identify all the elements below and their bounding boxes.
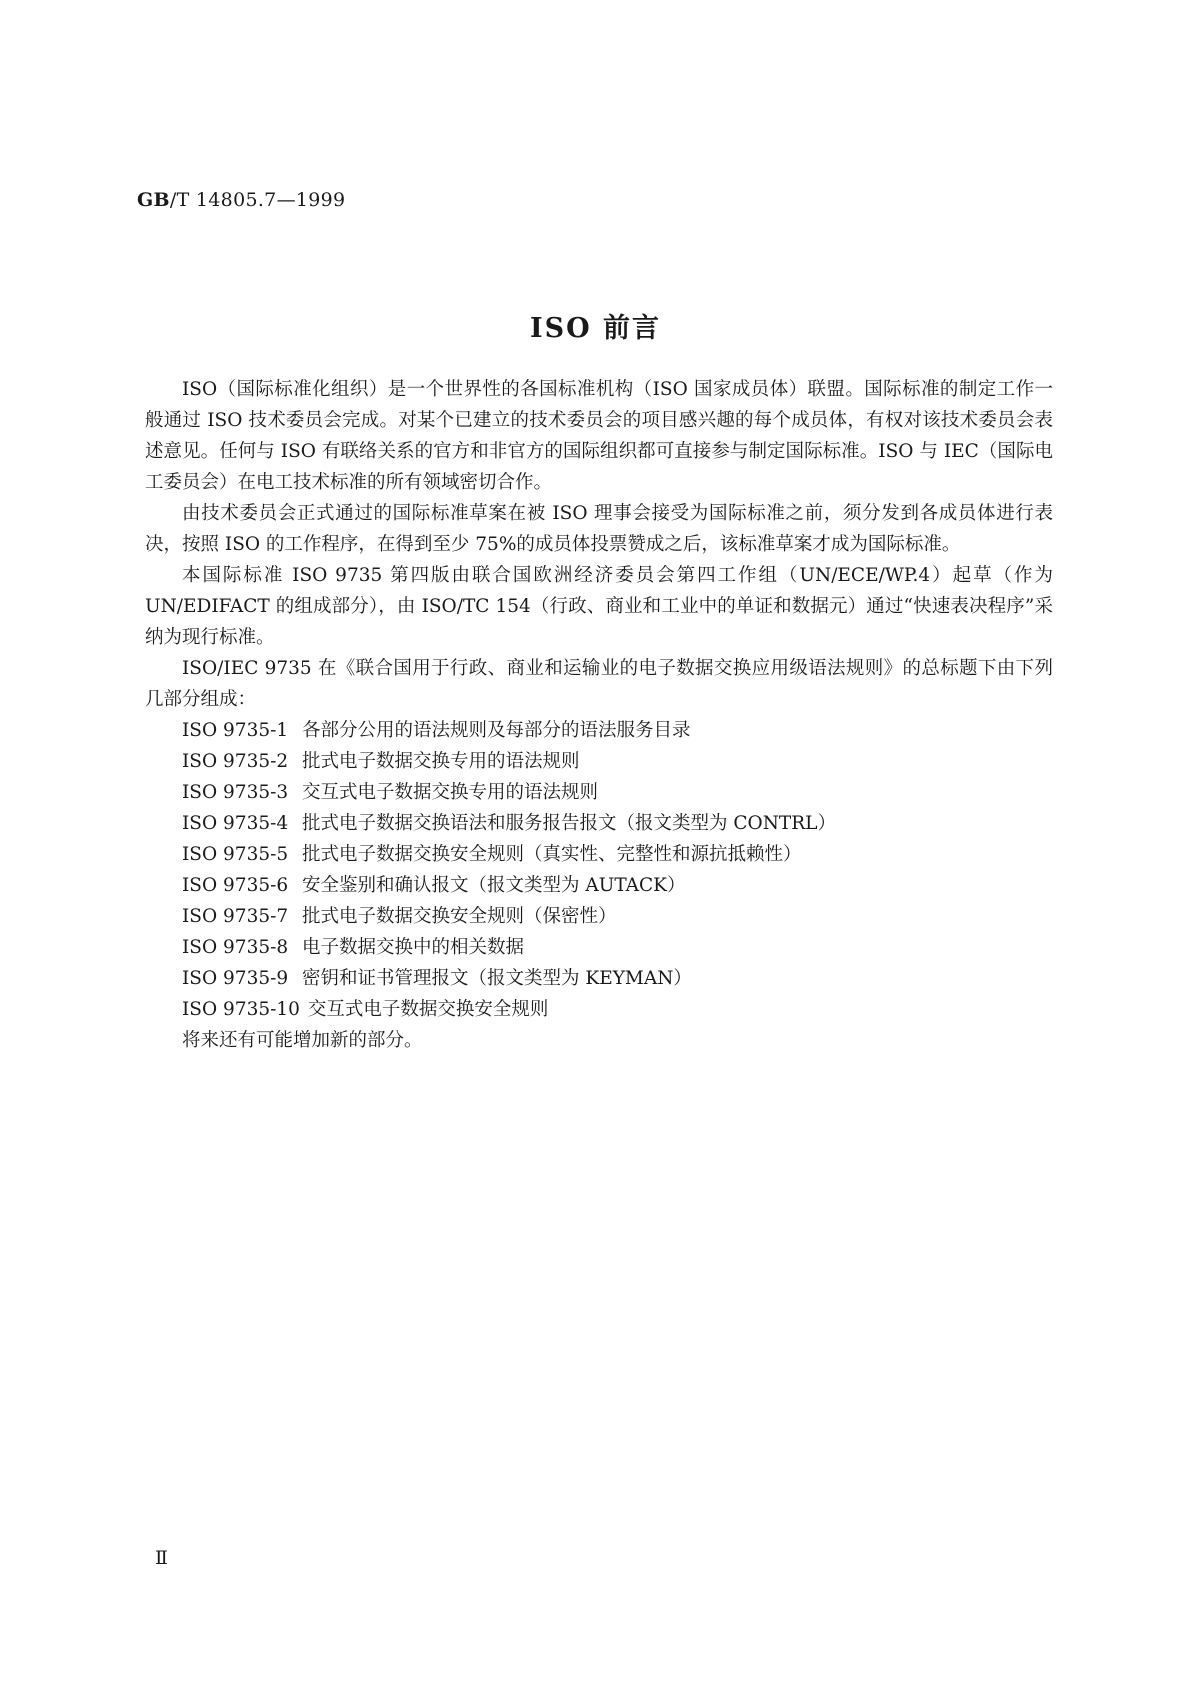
closing-note: 将来还有可能增加新的部分。: [182, 1030, 423, 1051]
list-item: [145, 963, 1053, 994]
list-item: [145, 715, 1053, 746]
part-code: ISO 9735-9: [182, 968, 289, 989]
list-item: [145, 994, 1053, 1025]
part-code: ISO 9735-5: [182, 844, 289, 865]
part-code: ISO 9735-10: [182, 999, 300, 1020]
part-code: ISO 9735-8: [182, 937, 289, 958]
list-item: [145, 777, 1053, 808]
part-title: 密钥和证书管理报文（报文类型为 KEYMAN）: [302, 968, 692, 989]
parts-list: [145, 715, 1053, 1025]
list-item: [145, 870, 1053, 901]
part-title: 各部分公用的语法规则及每部分的语法服务目录: [302, 720, 691, 741]
paragraph: ISO（国际标准化组织）是一个世界性的各国标准机构（ISO 国家成员体）联盟。国际标准的制定工作一般通过 ISO 技术委员会完成。对某个已建立的技术委员会的项目感兴趣的每个成员体，有权对该技术委员会表述意见。任何与 ISO 有联络关系的官方和非官方的国际组织都可直接参与制定国际标准。ISO 与 IEC（国际电工委员会）在电工技术标准的所有领域密切合作。: [145, 379, 1053, 493]
document-header: [137, 189, 345, 211]
list-item: [145, 932, 1053, 963]
part-title: 交互式电子数据交换专用的语法规则: [302, 782, 599, 803]
paragraph: ISO/IEC 9735 在《联合国用于行政、商业和运输业的电子数据交换应用级语法规则》的总标题下由下列几部分组成：: [145, 658, 1053, 710]
part-code: ISO 9735-2: [182, 751, 289, 772]
part-code: ISO 9735-4: [182, 813, 289, 834]
page-number: Ⅱ: [155, 1547, 168, 1569]
list-item: [145, 839, 1053, 870]
list-item: [145, 746, 1053, 777]
part-title: 交互式电子数据交换安全规则: [307, 999, 549, 1020]
part-title: 批式电子数据交换安全规则（真实性、完整性和源抗抵赖性）: [302, 844, 802, 865]
header-standard-number: /T 14805.7—1999: [169, 189, 346, 211]
paragraph: 本国际标准 ISO 9735 第四版由联合国欧洲经济委员会第四工作组（UN/ECE/WP.4）起草（作为UN/EDIFACT 的组成部分），由 ISO/TC 154（行政、商业和工业中的单证和数据元）通过“快速表决程序”采纳为现行标准。: [145, 565, 1053, 648]
paragraph: 由技术委员会正式通过的国际标准草案在被 ISO 理事会接受为国际标准之前，须分发到各成员体进行表决，按照 ISO 的工作程序，在得到至少 75%的成员体投票赞成之后，该标准草案才成为国际标准。: [145, 503, 1053, 555]
page-title: ISO 前言: [529, 313, 662, 344]
header-gb: GB: [137, 189, 170, 211]
part-code: ISO 9735-1: [182, 720, 289, 741]
part-code: ISO 9735-3: [182, 782, 289, 803]
part-title: 批式电子数据交换专用的语法规则: [302, 751, 580, 772]
part-title: 安全鉴别和确认报文（报文类型为 AUTACK）: [302, 875, 686, 896]
foreword-body: [145, 374, 1053, 1056]
list-item: [145, 901, 1053, 932]
part-title: 批式电子数据交换安全规则（保密性）: [302, 906, 617, 927]
part-code: ISO 9735-6: [182, 875, 289, 896]
part-code: ISO 9735-7: [182, 906, 289, 927]
part-title: 批式电子数据交换语法和服务报告报文（报文类型为 CONTRL）: [302, 813, 836, 834]
list-item: [145, 808, 1053, 839]
part-title: 电子数据交换中的相关数据: [302, 937, 525, 958]
